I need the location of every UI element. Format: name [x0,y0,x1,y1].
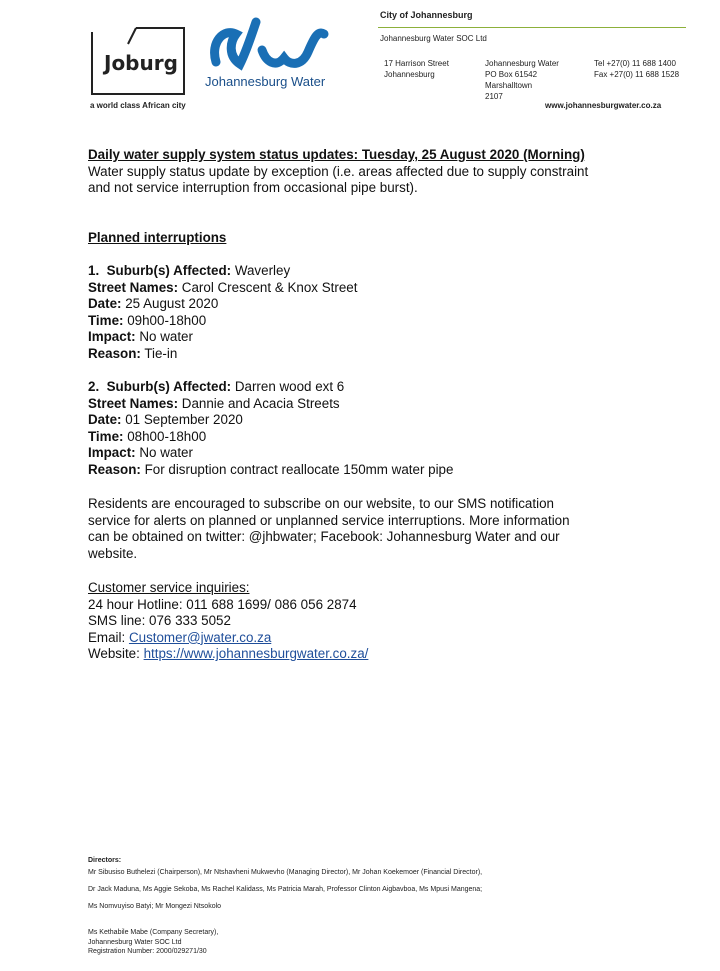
header-website: www.johannesburgwater.co.za [545,101,662,110]
jw-wordmark: Johannesburg Water [205,74,326,89]
postal-address [485,58,559,102]
date-value: 25 August 2020 [125,296,219,312]
paragraph-line: service for alerts on planned or unplanned service interruptions. More information [88,512,570,528]
directors-line: Dr Jack Maduna, Ms Aggie Sekoba, Ms Rachel Kalidass, Ms Patricia Marah, Professor Clinton Aigbavboa, Ms Mpusi Mangena; [88,886,483,893]
org-title: City of Johannesburg [380,10,473,20]
impact-value: No water [139,445,193,461]
date-label: Date: [88,296,122,312]
impact-label: Impact: [88,445,136,461]
reason-value: For disruption contract reallocate 150mm water pipe [144,461,454,477]
time-label: Time: [88,312,124,328]
contact-numbers [594,58,679,80]
interruption-item-1 [88,263,357,363]
intro-line: and not service interruption from occasional pipe burst). [88,180,418,196]
intro-line: Water supply status update by exception (i.e. areas affected due to supply constraint [88,163,589,179]
tagline: a world class African city [90,101,186,110]
impact-value: No water [139,329,193,345]
time-value: 08h00-18h00 [127,428,207,444]
tel-number: Tel +27(0) 11 688 1400 [594,59,676,68]
address-line: Marshalltown [485,81,533,90]
directors-line: Ms Nomvuyiso Batyi; Mr Mongezi Ntsokolo [88,903,222,910]
street-value: Carol Crescent & Knox Street [181,279,358,295]
address-line: 17 Harrison Street [384,59,449,68]
secretary-line: Registration Number: 2000/029271/30 [88,948,207,955]
header-divider [378,27,686,28]
paragraph-line: website. [88,545,138,561]
date-value: 01 September 2020 [125,412,243,428]
street-value: Dannie and Acacia Streets [181,395,340,411]
email-label: Email: [88,629,126,645]
customer-service [88,580,368,663]
suburb-value: Waverley [234,263,291,278]
paragraph-line: can be obtained on twitter: @jhbwater; Facebook: Johannesburg Water and our [88,529,560,545]
impact-label: Impact: [88,329,136,345]
residents-paragraph [88,496,570,562]
service-heading: Customer service inquiries: [88,580,250,595]
date-label: Date: [88,412,122,428]
directors-line: Mr Sibusiso Buthelezi (Chairperson), Mr Ntshavheni Mukwevho (Managing Director), Mr Johan Koekemoer (Financial Director), [88,869,483,876]
time-label: Time: [88,428,124,444]
interruption-item-2 [88,379,453,479]
hotline: 24 hour Hotline: 011 688 1699/ 086 056 2874 [88,596,357,612]
secretary-line: Ms Kethabile Mabe (Company Secretary), [88,929,219,936]
suburb-value: Darren wood ext 6 [234,379,345,394]
directors-footer [88,855,482,912]
notice-intro [88,147,588,197]
fax-number: Fax +27(0) 11 688 1528 [594,70,680,79]
secretary-footer [88,928,218,957]
street-label: Street Names: [88,395,179,411]
joburg-logo-text: Joburg [104,51,178,75]
paragraph-line: Residents are encouraged to subscribe on our website, to our SMS notification [88,496,554,511]
street-label: Street Names: [88,279,179,295]
address-line: Johannesburg Water [485,59,559,68]
joburg-logo [90,26,190,96]
directors-label: Directors: [88,857,122,864]
suburb-label: Suburb(s) Affected: [106,263,232,278]
item-number: 1. [88,263,100,278]
planned-section [88,230,226,247]
reason-value: Tie-in [144,345,178,361]
website-link[interactable]: https://www.johannesburgwater.co.za/ [143,646,369,662]
item-number: 2. [88,379,100,394]
suburb-label: Suburb(s) Affected: [106,379,232,394]
notice-heading: Daily water supply system status updates: Tuesday, 25 August 2020 (Morning) [88,147,585,162]
org-subtitle: Johannesburg Water SOC Ltd [380,34,487,43]
street-address [384,58,449,80]
time-value: 09h00-18h00 [127,312,207,328]
secretary-line: Johannesburg Water SOC Ltd [88,938,182,946]
reason-label: Reason: [88,345,141,361]
planned-heading: Planned interruptions [88,230,227,245]
address-line: 2107 [485,92,503,101]
website-label: Website: [88,646,140,662]
email-link[interactable]: Customer@jwater.co.za [128,629,272,645]
address-line: Johannesburg [384,70,435,79]
reason-label: Reason: [88,461,141,477]
address-line: PO Box 61542 [485,70,538,79]
sms-line: SMS line: 076 333 5052 [88,613,231,629]
